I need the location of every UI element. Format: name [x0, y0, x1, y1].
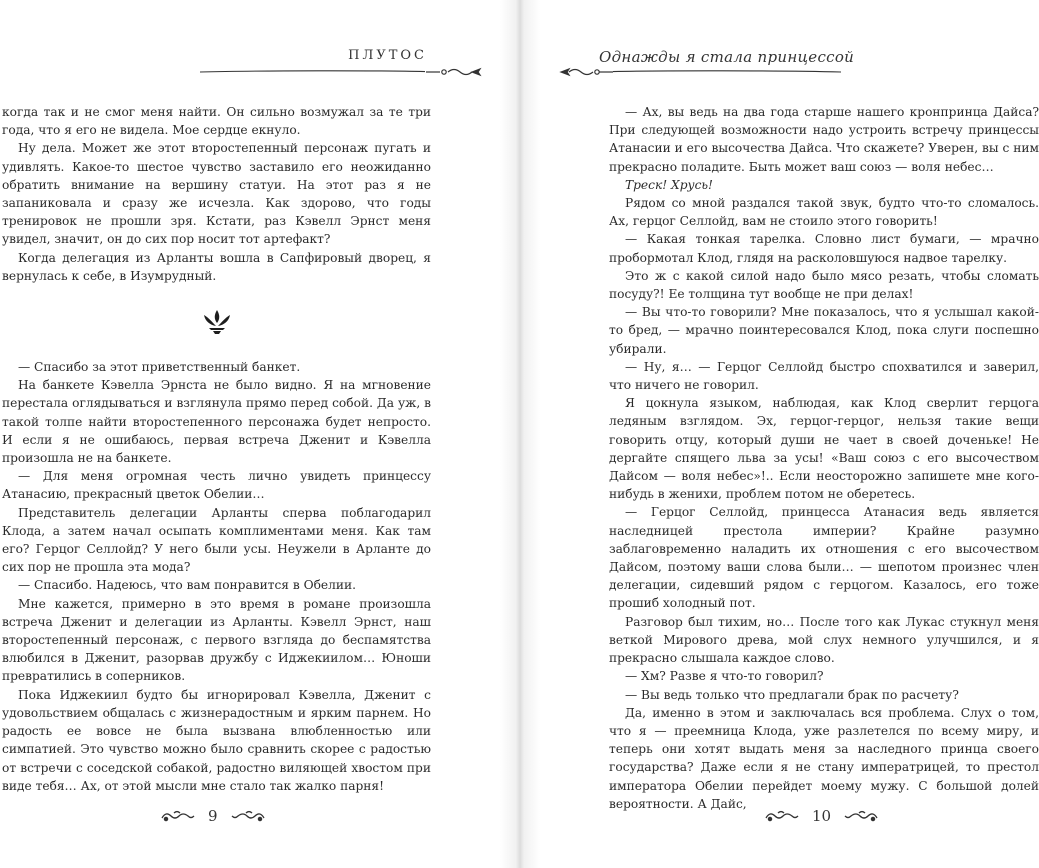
left-paragraph-8: — Спасибо. Надеюсь, что вам понравится в Обелии. [18, 578, 356, 593]
right-paragraph-6: — Вы что-то говорили? Мне показалось, что я услышал какой-то бред, — мрачно поинтересовался Клод, пока слуги поспешно убирали. [609, 305, 1039, 356]
left-paragraph-1: когда так и не смог меня найти. Он сильно возмужал за те три года, что я его не видела. Мое сердце екнуло. [2, 105, 431, 138]
crown-fleuron-icon [202, 309, 232, 335]
right-paragraph-3: Рядом со мной раздался такой звук, будто что-то сломалось. Ах, герцог Селлойд, вам не стоило этого говорить! [609, 196, 1039, 229]
right-paragraph-10: Разговор был тихим, но… После того как Лукас стукнул меня веткой Мирового древа, мой слух немного улучшился, и я прекрасно слышала каждое слово. [609, 614, 1039, 666]
right-paragraph-7: — Ну, я… — Герцог Селлойд быстро спохватился и заверил, что ничего не говорил. [609, 359, 1039, 393]
left-head-rule-icon [200, 66, 500, 78]
right-paragraph-13: Да, именно в этом и заключалась вся проблема. Слух о том, что я — преемница Клода, уже разлетелся по всему миру, и теперь они хотят выдать меня за наследного принца своего государства? Даже если я не стану императрицей, то престол императора Обелии перейдет моему мужу. С большой долей вероятности. А Дайс, [609, 705, 1039, 811]
curl-flourish-icon [843, 809, 879, 823]
left-running-head: ПЛУТОС [348, 48, 427, 63]
left-paragraph-10: Пока Иджекиил будто бы игнорировал Кэвелла, Дженит с удовольствием общалась с жизнерадостным и ярким парнем. Но радость ее вовсе не была вызвана влюбленностью или симпатией. Это чувство можно было сравнить скорее с радостью от встречи с соседской собакой, радостно виляющей хвостом при виде тебя… Ах, от этой мысли мне стало так жалко парня! [2, 687, 431, 793]
right-paragraph-9: — Герцог Селлойд, принцесса Атанасия ведь является наследницей престола империи? Крайне разумно заблаговременно наладить их отношения с его высочеством Дайсом, поэтому ваши слова были… — шепотом произнес член делегации, сидевший рядом с герцогом. Казалось, его тоже прошиб холодный пот. [609, 505, 1039, 611]
left-paragraph-4: — Спасибо за этот приветственный банкет. [18, 360, 301, 375]
left-page-text [2, 103, 431, 795]
left-paragraph-6: — Для меня огромная честь лично увидеть принцессу Атанасию, прекрасный цветок Обелии… [2, 469, 431, 502]
right-page-text [609, 103, 1039, 813]
left-paragraph-5: На банкете Кэвелла Эрнста не было видно. Я на мгновение перестала оглядываться и взглянула прямо перед собой. Да уж, в такой толпе найти второстепенного персонажа будет непросто. И если я не ошибаюсь, первая встреча Дженит и Кэвелла произошла не на банкете. [2, 378, 431, 466]
left-paragraph-2: Ну дела. Может же этот второстепенный персонаж пугать и удивлять. Какое-то шестое чувство заставило его неожиданно обратить внимание на вершину статуи. На этот раз я не запаниковала и сразу же исчезла. Как здорово, что годы тренировок не прошли зря. Кстати, раз Кэвелл Эрнст меня увидел, значит, он до сих пор носит тот артефакт? [2, 141, 431, 247]
right-running-head: Однажды я стала принцессой [599, 48, 855, 66]
curl-flourish-icon [230, 809, 266, 823]
left-paragraph-3: Когда делегация из Арланты вошла в Сапфировый дворец, я вернулась к себе, в Изумрудный. [2, 250, 431, 283]
right-page-number: 10 [812, 807, 832, 825]
right-paragraph-11: — Хм? Разве я что-то говорил? [625, 669, 824, 684]
right-paragraph-1: — Ах, вы ведь на два года старше нашего кронпринца Дайса? При следующей возможности надо устроить встречу принцессы Атанасии и его высочества Дайса. Что скажете? Уверен, вы с ним прекрасно поладите. Быть может ваш союз — воля небес… [609, 105, 1039, 174]
curl-flourish-icon [764, 809, 800, 823]
left-paragraph-7: Представитель делегации Арланты сперва поблагодарил Клода, а затем начал осыпать комплиментами меня. Как там его? Герцог Селлойд? У него были усы. Неужели в Арланте до сих пор не прошла эта мода? [2, 505, 431, 575]
left-paragraph-9: Мне кажется, примерно в это время в романе произошла встреча Дженит и делегации из Арланты. Кэвелл Эрнст, наш второстепенный персонаж, с первого взгляда до беспамятства влюбился в Дженит, разорвав дружбу с Иджекиилом… Юноши превратились в соперников. [2, 596, 431, 684]
right-paragraph-12: — Вы ведь только что предлагали брак по расчету? [625, 687, 959, 702]
right-head-rule-icon [541, 66, 841, 78]
scroll-flourish-icon [561, 69, 613, 75]
scroll-flourish-icon [426, 69, 480, 75]
left-page-number: 9 [208, 807, 218, 825]
right-folio [764, 807, 879, 825]
right-paragraph-5: Это ж с какой силой надо было мясо резать, чтобы сломать посуду?! Ее толщина тут вообще не при делах! [609, 268, 1039, 302]
right-paragraph-2: Треск! Хрусь! [625, 177, 713, 192]
right-paragraph-4: — Какая тонкая тарелка. Словно лист бумаги, — мрачно пробормотал Клод, глядя на расколовшуюся надвое тарелку. [609, 232, 1039, 265]
section-break [2, 285, 431, 358]
right-paragraph-8: Я цокнула языком, наблюдая, как Клод сверлит герцога ледяным взглядом. Эх, герцог-герцог, нельзя такие вещи говорить отцу, который души не чает в своей доченьке! Не дергайте спящего льва за усы! «Ваш союз с его высочеством Дайсом — воля небес»!.. Если неосторожно запишете мне кого-нибудь в женихи, проблем потом не оберетесь. [609, 396, 1039, 502]
right-page [519, 0, 1039, 868]
curl-flourish-icon [160, 809, 196, 823]
left-page [0, 0, 519, 868]
left-folio [160, 807, 266, 825]
